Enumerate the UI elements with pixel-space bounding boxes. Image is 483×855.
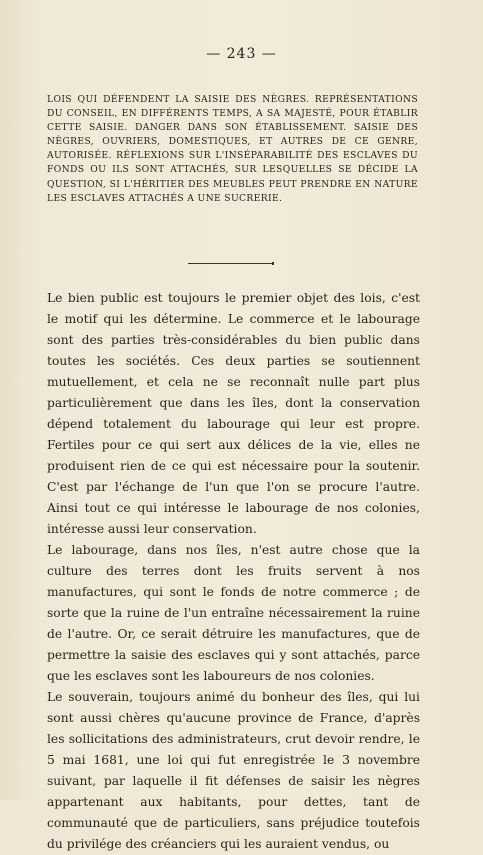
divider-line [188,263,274,264]
paragraph-2: Le labourage, dans nos îles, n'est autre chose que la culture des terres dont les fruits servent à nos manufactures, qui sont le fonds de notre commerce ; de sorte que la ruine de l'un entraîne nécessairement la ruine de l'autre. Or, ce serait détruire les manufactures, que de permettre la saisie des esclaves qui y sont attachés, parce que les esclaves sont les laboureurs de nos colonies. [47,543,420,683]
divider-tick [272,262,274,265]
paragraph-1: Le bien public est toujours le premier objet des lois, c'est le motif qui les détermine. Le commerce et le labourage sont des parties très-considérables du bien public dans toutes les sociétés. Ces deux parties se soutiennent mutuellement, et cela ne se reconnaît nulle part plus particulièrement que dans les îles, dont la conservation dépend totalement du labourage qui leur est propre. Fertiles pour ce qui sert aux délices de la vie, elles ne produisent rien de ce qui est nécessaire pour la soutenir. C'est par l'échange de l'un que l'on se procure l'autre. Ainsi tout ce qui intéresse le labourage de nos colonies, intéresse aussi leur conservation. [47,291,420,536]
chapter-summary: LOIS QUI DÉFENDENT LA SAISIE DES NÈGRES. REPRÉSENTATIONS DU CONSEIL, EN DIFFÉRENTS TEMPS, A SA MAJESTÉ, POUR ÉTABLIR CETTE SAISIE. DANGER DANS SON ÉTABLISSEMENT. SAISIE DES NÈGRES, OUVRIERS, DOMESTIQUES, ET AUTRES DE CE GENRE, AUTORISÉE. RÉFLEXIONS SUR L'INSÉPARABILITÉ DES ESCLAVES DU FONDS OU ILS SONT ATTACHÉS, SUR LESQUELLES SE DÉCIDE LA QUESTION, SI L'HÉRITIER DES MEUBLES PEUT PRENDRE EN NATURE LES ESCLAVES ATTACHÉS A UNE SUCRERIE. [47,94,418,204]
paragraph-3: Le souverain, toujours animé du bonheur des îles, qui lui sont aussi chères qu'aucune province de France, d'après les sollicitations des administrateurs, crut devoir rendre, le 5 mai 1681, une loi qui fut enregistrée le 3 novembre suivant, par laquelle il fit défenses de saisir les nègres appartenant aux habitants, pour dettes, tant de communauté que de particuliers, sans préjudice toutefois du privilége des créanciers qui les auraient vendus, ou [47,690,420,851]
body-text [47,288,420,855]
section-divider [188,262,274,265]
page-number: — 243 — [206,46,277,62]
